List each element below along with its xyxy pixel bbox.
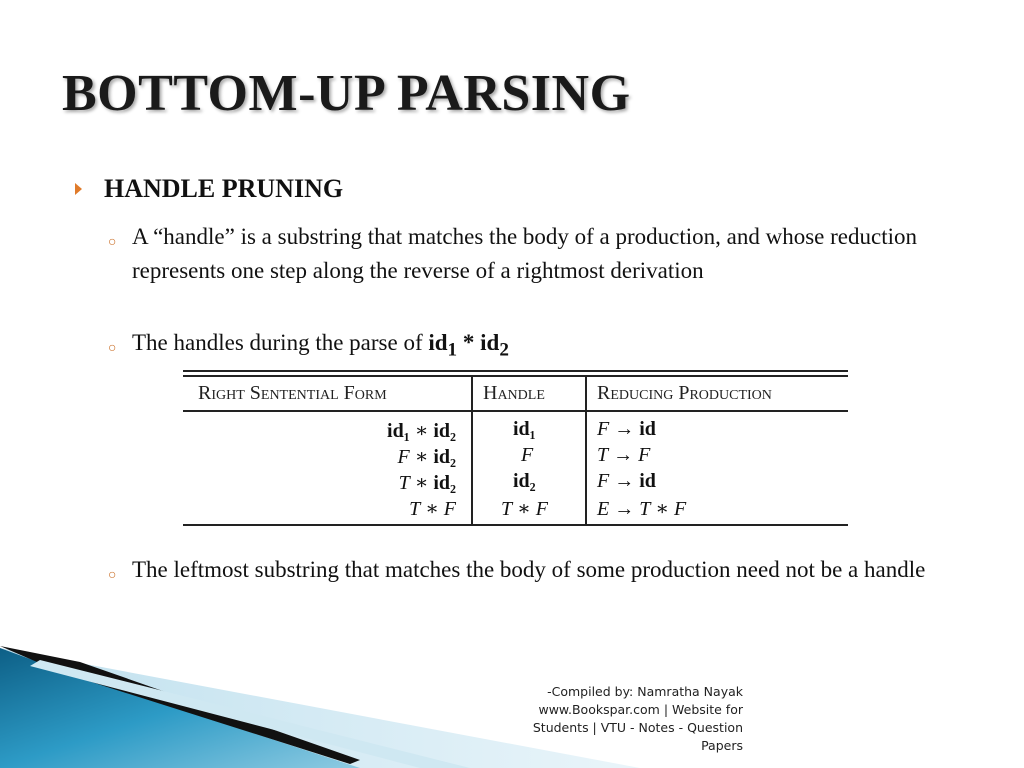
footer-line: Students | VTU - Notes - Question bbox=[532, 720, 743, 735]
cell-handle: id₁ bbox=[513, 418, 536, 440]
sub-bullet-leftmost bbox=[108, 553, 938, 587]
sub-bullet-text-prefix: The handles during the parse of bbox=[132, 330, 429, 355]
sub-bullet-handles bbox=[108, 326, 938, 368]
sub-bullet-circle-icon: ○ bbox=[108, 341, 117, 356]
sub-bullet-circle-icon: ○ bbox=[108, 235, 117, 250]
sub-bullet-text bbox=[132, 326, 938, 368]
table-vline-2 bbox=[585, 375, 587, 524]
expr-id-b: id bbox=[480, 330, 500, 355]
bullet-handle-pruning bbox=[75, 174, 343, 204]
table-rule-bottom bbox=[183, 524, 848, 526]
cell-form: T ∗ id₂ bbox=[398, 472, 456, 494]
parse-expression bbox=[428, 330, 509, 361]
cell-form: F ∗ id₂ bbox=[397, 446, 456, 468]
handles-table bbox=[183, 370, 848, 528]
bullet-arrow-icon bbox=[75, 183, 82, 195]
table-rule-header bbox=[183, 410, 848, 412]
cell-production: F → id bbox=[597, 418, 656, 440]
cell-production: F → id bbox=[597, 470, 656, 492]
footer-line: -Compiled by: Namratha Nayak bbox=[547, 684, 743, 699]
table-rule-top-double bbox=[183, 375, 848, 377]
table-vline-1 bbox=[471, 375, 473, 524]
cell-handle: T ∗ F bbox=[501, 498, 548, 520]
table-header-handle: Handle bbox=[483, 382, 545, 404]
cell-form: id₁ ∗ id₂ bbox=[387, 420, 456, 442]
slide-title: BOTTOM-UP PARSING bbox=[62, 65, 631, 122]
bullet-heading: HANDLE PRUNING bbox=[104, 174, 344, 203]
table-rule-top bbox=[183, 370, 848, 372]
expr-id-a: id bbox=[428, 330, 448, 355]
sub-bullet-text: A “handle” is a substring that matches the body of a production, and whose reduction represents one step along the reverse of a rightmost derivation bbox=[132, 224, 917, 283]
cell-production: T → F bbox=[597, 444, 651, 466]
expr-sub-a: 1 bbox=[447, 339, 458, 361]
cell-production: E → T ∗ F bbox=[597, 498, 687, 520]
cell-form: T ∗ F bbox=[409, 498, 456, 520]
table-header-production: Reducing Production bbox=[597, 382, 772, 404]
sub-bullet-definition bbox=[108, 220, 938, 288]
cell-handle: id₂ bbox=[513, 470, 536, 492]
footer-credit bbox=[470, 683, 743, 755]
cell-handle: F bbox=[521, 444, 534, 466]
table-header-form: Right Sentential Form bbox=[198, 382, 387, 404]
sub-bullet-text: The leftmost substring that matches the body of some production need not be a handle bbox=[132, 557, 926, 582]
footer-line: Papers bbox=[701, 738, 743, 753]
expr-operator: * bbox=[457, 330, 481, 355]
footer-line: www.Bookspar.com | Website for bbox=[538, 702, 743, 717]
sub-bullet-circle-icon: ○ bbox=[108, 568, 117, 583]
expr-sub-b: 2 bbox=[499, 339, 509, 361]
